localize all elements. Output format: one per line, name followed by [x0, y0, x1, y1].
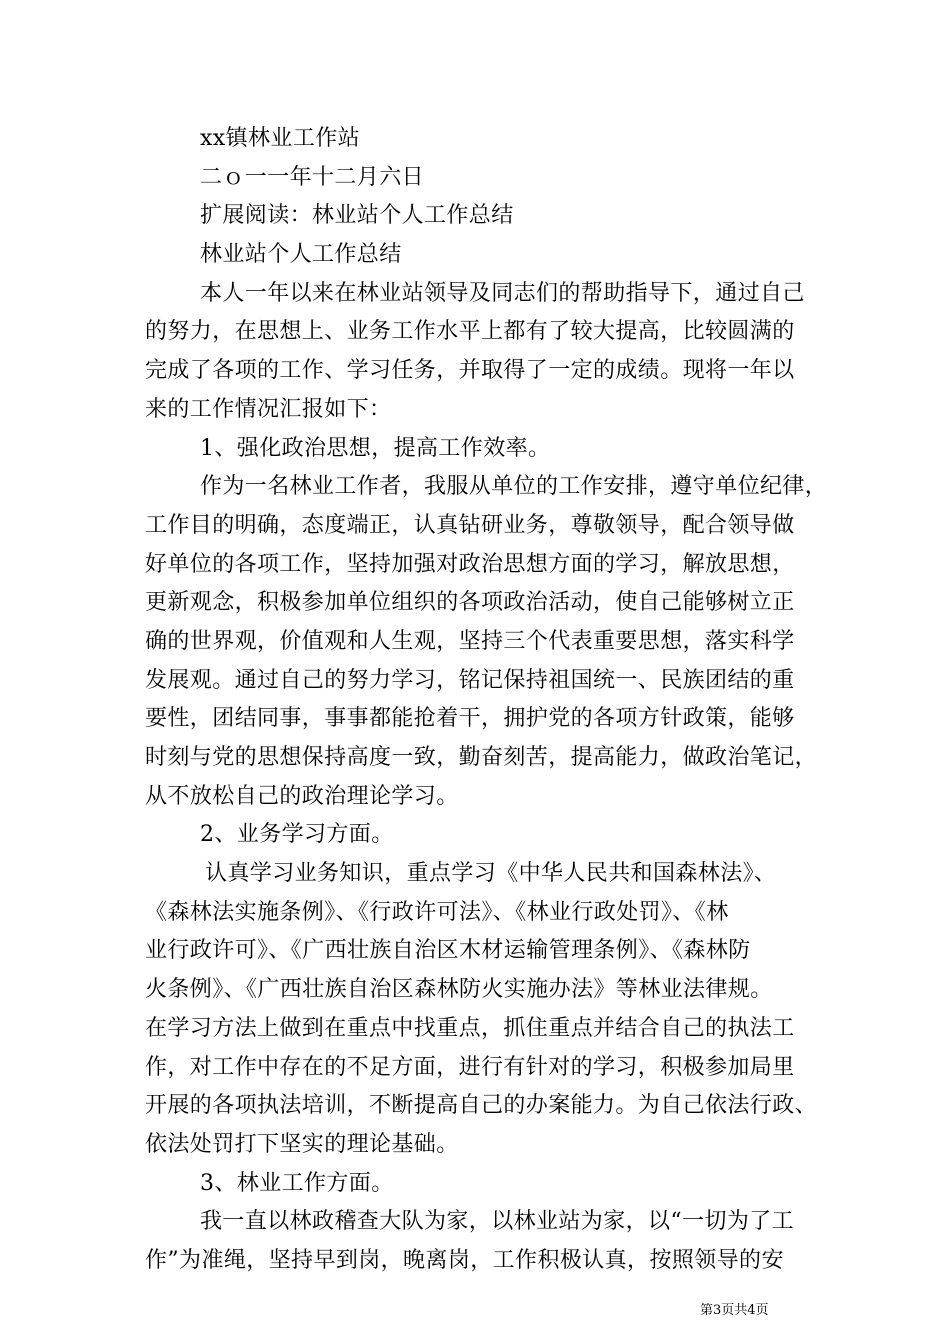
paragraph-line: 从不放松自己的政治理论学习。: [145, 783, 459, 809]
paragraph-line: 作为一名林业工作者，我服从单位的工作安排，遵守单位纪律，: [200, 474, 828, 500]
extended-reading-heading: 扩展阅读：林业站个人工作总结: [200, 203, 514, 229]
signature-org: xx镇林业工作站: [200, 126, 361, 151]
paragraph-line: 发展观。通过自己的努力学习，铭记保持祖国统一、民族团结的重: [145, 667, 795, 693]
paragraph-line: 本人一年以来在林业站领导及同志们的帮助指导下，通过自己: [200, 280, 805, 306]
paragraph-line: 好单位的各项工作，坚持加强对政治思想方面的学习，解放思想，: [145, 551, 795, 577]
section-heading: 1、强化政治思想，提高工作效率。: [200, 435, 551, 461]
paragraph-line: 作”为准绳，坚持早到岗，晚离岗，工作积极认真，按照领导的安: [145, 1247, 784, 1273]
paragraph-line: 火条例》、《广西壮族自治区森林防火实施办法》等林业法律规。: [145, 977, 773, 1003]
section-heading: 2、业务学习方面。: [200, 822, 394, 848]
article-title: 林业站个人工作总结: [200, 242, 402, 268]
paragraph-line: 《森林法实施条例》、《行政许可法》、《林业行政处罚》、《林: [145, 899, 729, 925]
paragraph-line: 更新观念，积极参加单位组织的各项政治活动，使自己能够树立正: [145, 590, 795, 616]
paragraph-line: 认真学习业务知识，重点学习《中华人民共和国森林法》、: [205, 861, 777, 887]
paragraph-line: 我一直以林政稽查大队为家，以林业站为家，以“一切为了工: [200, 1209, 795, 1235]
signature-date: 二ｏ一一年十二月六日: [200, 164, 425, 190]
page-number: 第3页共4页: [700, 1303, 769, 1318]
paragraph-line: 在学习方法上做到在重点中找重点，抓住重点并结合自己的执法工: [145, 1015, 795, 1041]
paragraph-line: 工作目的明确，态度端正，认真钻研业务，尊敬领导，配合领导做: [145, 512, 795, 538]
paragraph-line: 作，对工作中存在的不足方面，进行有针对的学习，积极参加局里: [145, 1054, 795, 1080]
paragraph-line: 时刻与党的思想保持高度一致，勤奋刻苦，提高能力，做政治笔记，: [145, 745, 818, 770]
paragraph-line: 来的工作情况汇报如下：: [145, 396, 392, 422]
paragraph-line: 依法处罚打下坚实的理论基础。: [145, 1131, 459, 1157]
paragraph-line: 要性，团结同事，事事都能抢着干，拥护党的各项方针政策，能够: [145, 706, 795, 732]
paragraph-line: 开展的各项执法培训，不断提高自己的办案能力。为自己依法行政、: [145, 1093, 818, 1119]
paragraph-line: 的努力，在思想上、业务工作水平上都有了较大提高，比较圆满的: [145, 319, 795, 345]
document-body: [145, 120, 835, 1281]
paragraph-line: 完成了各项的工作、学习任务，并取得了一定的成绩。现将一年以: [145, 358, 795, 384]
paragraph-line: 确的世界观，价值观和人生观，坚持三个代表重要思想，落实科学: [145, 628, 795, 654]
section-heading: 3、林业工作方面。: [200, 1170, 394, 1196]
paragraph-line: 业行政许可》、《广西壮族自治区木材运输管理条例》、《森林防: [145, 938, 751, 964]
